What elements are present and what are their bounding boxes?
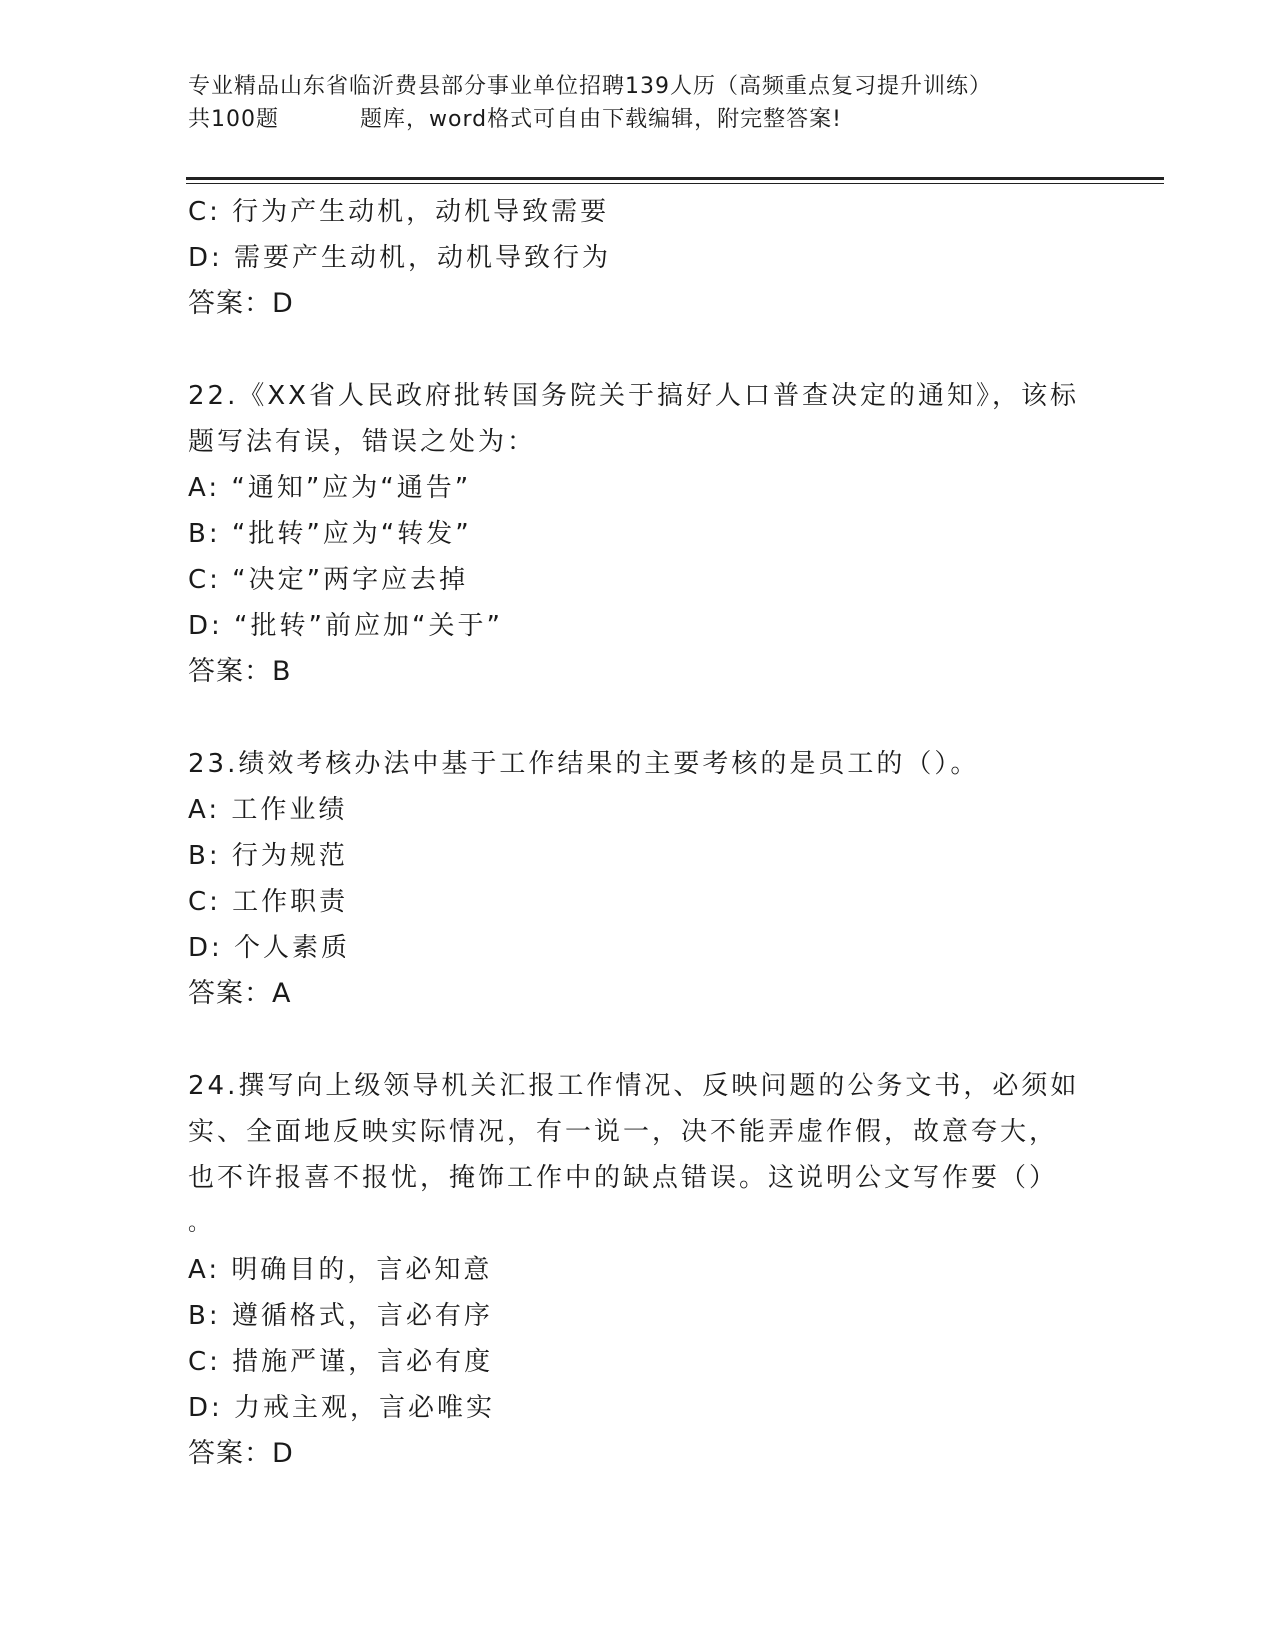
option-d: D: 力戒主观，言必唯实 [188,1393,496,1423]
answer-line: 答案：D [188,288,294,319]
spacer [188,327,1088,373]
answer-line: 答案：B [188,656,292,687]
option-c: C: 工作职责 [188,887,349,917]
question-stem-line: 题写法有误，错误之处为： [188,427,537,457]
question-count: 共100题 [188,107,279,132]
option-a: A: “通知”应为“通告” [188,473,472,503]
answer-line: 答案：D [188,1438,294,1469]
header-subtitle-line [188,103,1168,136]
option-c: C: “决定”两字应去掉 [188,565,469,595]
option-a: A: 工作业绩 [188,795,348,825]
question-stem-line: 23.绩效考核办法中基于工作结果的主要考核的是员工的（）。 [188,749,980,779]
header-title-line: 专业精品山东省临沂费县部分事业单位招聘139人历（高频重点复习提升训练） [188,74,992,99]
question-stem-line: 24.撰写向上级领导机关汇报工作情况、反映问题的公务文书，必须如 [188,1071,1080,1101]
spacer [188,695,1088,741]
header-subtitle-text: 题库，word格式可自由下载编辑，附完整答案! [360,107,842,132]
question-22-block [188,373,1088,695]
question-23-block [188,741,1088,1017]
header-divider-thin [186,183,1164,184]
spacer [188,1017,1088,1063]
question-stem-line: 也不许报喜不报忧，掩饰工作中的缺点错误。这说明公文写作要（） [188,1163,1059,1193]
question-stem-line: 22.《XX省人民政府批转国务院关于搞好人口普查决定的通知》，该标 [188,381,1079,411]
option-c: C: 行为产生动机，动机导致需要 [188,197,610,227]
question-24-block [188,1063,1088,1477]
prev-question-block [188,189,1088,327]
question-stem-line: 实、全面地反映实际情况，有一说一，决不能弄虚作假，故意夸大， [188,1117,1059,1147]
answer-line: 答案：A [188,978,292,1009]
option-d: D: 个人素质 [188,933,351,963]
question-content [188,189,1088,1477]
document-header [188,70,1168,136]
option-b: B: 遵循格式，言必有序 [188,1301,493,1331]
option-d: D: 需要产生动机，动机导致行为 [188,243,612,273]
option-c: C: 措施严谨，言必有度 [188,1347,494,1377]
option-d: D: “批转”前应加“关于” [188,611,503,641]
option-b: B: “批转”应为“转发” [188,519,472,549]
option-b: B: 行为规范 [188,841,348,871]
option-a: A: 明确目的，言必知意 [188,1255,493,1285]
question-stem-line: 。 [188,1211,214,1236]
header-divider-thick [186,177,1164,180]
